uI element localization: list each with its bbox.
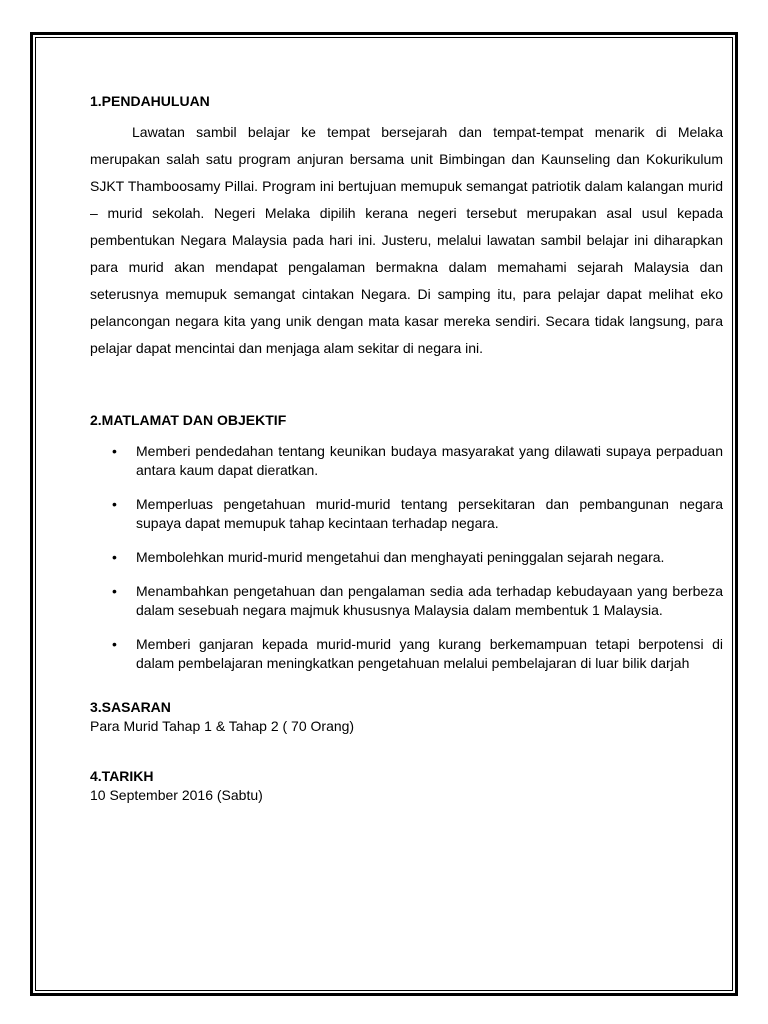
bullet-icon: • — [112, 583, 117, 599]
list-item — [90, 635, 723, 673]
section-heading-pendahuluan: 1.PENDAHULUAN — [90, 93, 210, 109]
objective-text: Memberi pendedahan tentang keunikan budaya masyarakat yang dilawati supaya perpaduan antara kaum dapat dieratkan. — [136, 443, 723, 478]
list-item — [90, 442, 723, 480]
bullet-icon: • — [112, 549, 117, 565]
list-item — [90, 548, 723, 567]
list-item — [90, 582, 723, 620]
section-heading-objektif: 2.MATLAMAT DAN OBJEKTIF — [90, 412, 287, 428]
bullet-icon: • — [112, 636, 117, 652]
section-pendahuluan — [90, 91, 723, 362]
target-text: Para Murid Tahap 1 & Tahap 2 ( 70 Orang) — [90, 718, 355, 734]
bullet-icon: • — [112, 443, 117, 459]
list-item — [90, 495, 723, 533]
objective-text: Menambahkan pengetahuan dan pengalaman sedia ada terhadap kebudayaan yang berbeza dalam sesebuah negara majmuk khususnya Malaysia dalam membentuk 1 Malaysia. — [136, 583, 723, 618]
bullet-icon: • — [112, 496, 117, 512]
section-sasaran — [90, 697, 723, 736]
objective-text: Membolehkan murid-murid mengetahui dan menghayati peninggalan sejarah negara. — [136, 549, 665, 565]
section-tarikh — [90, 766, 723, 805]
section-heading-tarikh: 4.TARIKH — [90, 768, 154, 784]
objective-text: Memperluas pengetahuan murid-murid tentang persekitaran dan pembangunan negara supaya dapat memupuk tahap kecintaan terhadap negara. — [136, 496, 723, 531]
section-matlamat-objektif — [90, 410, 723, 673]
objectives-list — [90, 442, 723, 673]
document-content — [90, 91, 723, 805]
section-heading-sasaran: 3.SASARAN — [90, 699, 171, 715]
intro-paragraph: Lawatan sambil belajar ke tempat bersejarah dan tempat-tempat menarik di Melaka merupakan salah satu program anjuran bersama unit Bimbingan dan Kaunseling dan Kokurikulum SJKT Thamboosamy Pillai. Program ini bertujuan memupuk semangat patriotik dalam kalangan murid – murid sekolah. Negeri Melaka dipilih kerana negeri tersebut merupakan asal usul kepada pembentukan Negara Malaysia pada hari ini. Justeru, melalui lawatan sambil belajar ini diharapkan para murid akan mendapat pengalaman bermakna dalam memahami sejarah Malaysia dan seterusnya memupuk semangat cintakan Negara. Di samping itu, para pelajar dapat melihat eko pelancongan negara kita yang unik dengan mata kasar mereka sendiri. Secara tidak langsung, para pelajar dapat mencintai dan menjaga alam sekitar di negara ini. — [90, 124, 723, 356]
date-text: 10 September 2016 (Sabtu) — [90, 787, 263, 803]
objective-text: Memberi ganjaran kepada murid-murid yang kurang berkemampuan tetapi berpotensi di dalam pembelajaran meningkatkan pengetahuan melalui pembelajaran di luar bilik darjah — [136, 636, 723, 671]
